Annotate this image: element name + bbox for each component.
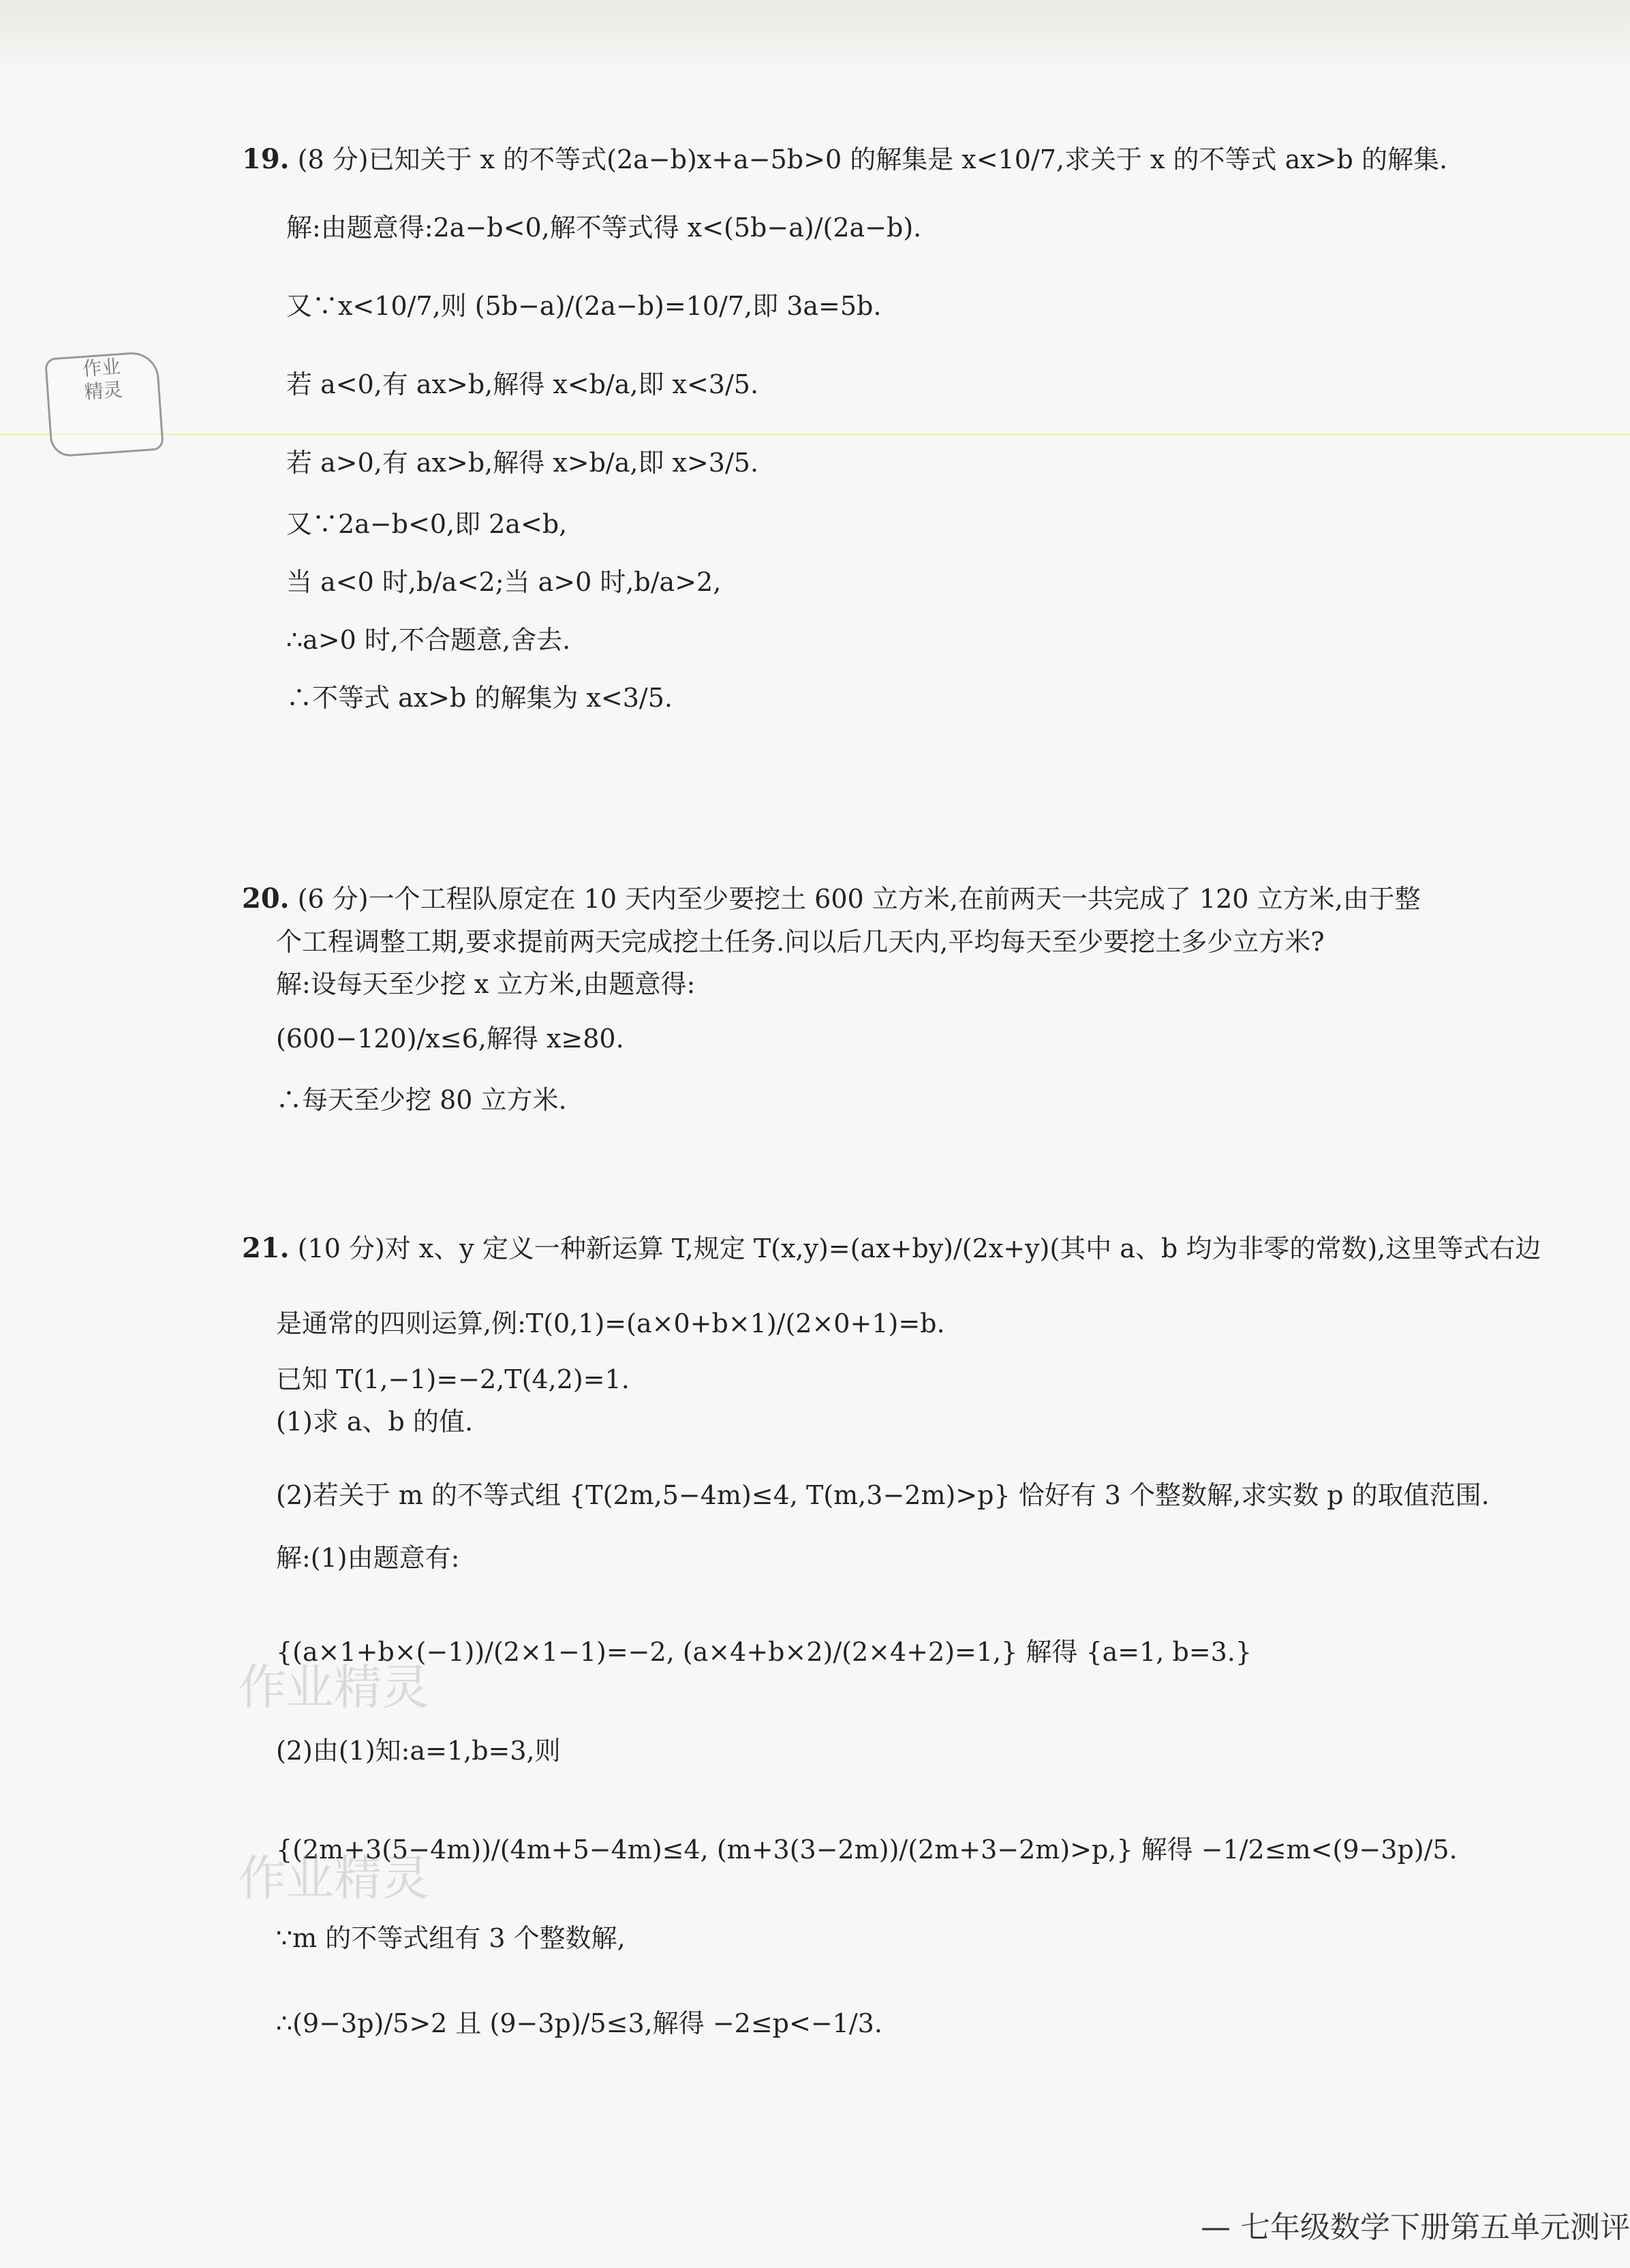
q21-solution-1: 解:(1)由题意有: <box>276 1543 460 1573</box>
q19-step-2: 又∵x<10/7,则 (5b−a)/(2a−b)=10/7,即 3a=5b. <box>286 291 882 321</box>
scan-highlight-line <box>0 433 1630 435</box>
q20-number: 20. <box>242 883 290 915</box>
watermark-text-2: 作业精灵 <box>239 1850 429 1906</box>
q19-prompt <box>242 143 1447 176</box>
q20-prompt-line-1 <box>242 883 1421 915</box>
q21-solution-2: {(a×1+b×(−1))/(2×1−1)=−2, (a×4+b×2)/(2×4+2)=1,} 解得 {a=1, b=3.} <box>276 1637 1252 1667</box>
q21-solution-5: ∵m 的不等式组有 3 个整数解, <box>276 1923 626 1953</box>
q21-solution-4: {(2m+3(5−4m))/(4m+5−4m)≤4, (m+3(3−2m))/(2m+3−2m)>p,} 解得 −1/2≤m<(9−3p)/5. <box>276 1835 1458 1865</box>
q21-text-1: (10 分)对 x、y 定义一种新运算 T,规定 T(x,y)=(ax+by)/(2x+y)(其中 a、b 均为非零的常数),这里等式右边 <box>297 1233 1541 1263</box>
q19-text: (8 分)已知关于 x 的不等式(2a−b)x+a−5b>0 的解集是 x<10/7,求关于 x 的不等式 ax>b 的解集. <box>297 144 1448 174</box>
stamp-text-2: 精灵 <box>83 378 123 403</box>
q19-step-6: 当 a<0 时,b/a<2;当 a>0 时,b/a>2, <box>286 567 722 597</box>
stamp-text-1: 作业 <box>82 355 122 381</box>
q20-text-1: (6 分)一个工程队原定在 10 天内至少要挖土 600 立方米,在前两天一共完成了 120 立方米,由于整 <box>297 884 1421 914</box>
q19-step-5: 又∵2a−b<0,即 2a<b, <box>286 509 568 539</box>
q19-step-3: 若 a<0,有 ax>b,解得 x<b/a,即 x<3/5. <box>286 369 759 399</box>
q21-prompt-line-4: (1)求 a、b 的值. <box>276 1407 474 1437</box>
page-footer: — 七年级数学下册第五单元测评 <box>1201 2210 1630 2245</box>
q21-prompt-line-3: 已知 T(1,−1)=−2,T(4,2)=1. <box>276 1364 630 1394</box>
watermark-stamp <box>44 350 164 457</box>
watermark-text-1: 作业精灵 <box>239 1659 429 1715</box>
q19-step-7: ∴a>0 时,不合题意,舍去. <box>286 625 571 655</box>
q20-step-3: ∴每天至少挖 80 立方米. <box>276 1085 567 1115</box>
q20-prompt-line-2: 个工程调整工期,要求提前两天完成挖土任务.问以后几天内,平均每天至少要挖土多少立方米? <box>276 927 1325 957</box>
q20-step-2: (600−120)/x≤6,解得 x≥80. <box>276 1024 624 1054</box>
q21-prompt-line-1 <box>242 1232 1541 1265</box>
q20-step-1: 解:设每天至少挖 x 立方米,由题意得: <box>276 969 696 999</box>
q19-step-8: ∴不等式 ax>b 的解集为 x<3/5. <box>286 683 673 713</box>
q21-solution-3: (2)由(1)知:a=1,b=3,则 <box>276 1736 561 1766</box>
q19-number: 19. <box>242 143 290 175</box>
q19-step-1: 解:由题意得:2a−b<0,解不等式得 x<(5b−a)/(2a−b). <box>286 213 922 243</box>
scan-top-band <box>0 0 1630 75</box>
q21-prompt-line-2: 是通常的四则运算,例:T(0,1)=(a×0+b×1)/(2×0+1)=b. <box>276 1308 945 1338</box>
q21-number: 21. <box>242 1232 290 1264</box>
q21-prompt-line-5: (2)若关于 m 的不等式组 {T(2m,5−4m)≤4, T(m,3−2m)>p} 恰好有 3 个整数解,求实数 p 的取值范围. <box>276 1480 1490 1510</box>
q21-solution-6: ∴(9−3p)/5>2 且 (9−3p)/5≤3,解得 −2≤p<−1/3. <box>276 2008 882 2038</box>
q19-step-4: 若 a>0,有 ax>b,解得 x>b/a,即 x>3/5. <box>286 448 759 478</box>
